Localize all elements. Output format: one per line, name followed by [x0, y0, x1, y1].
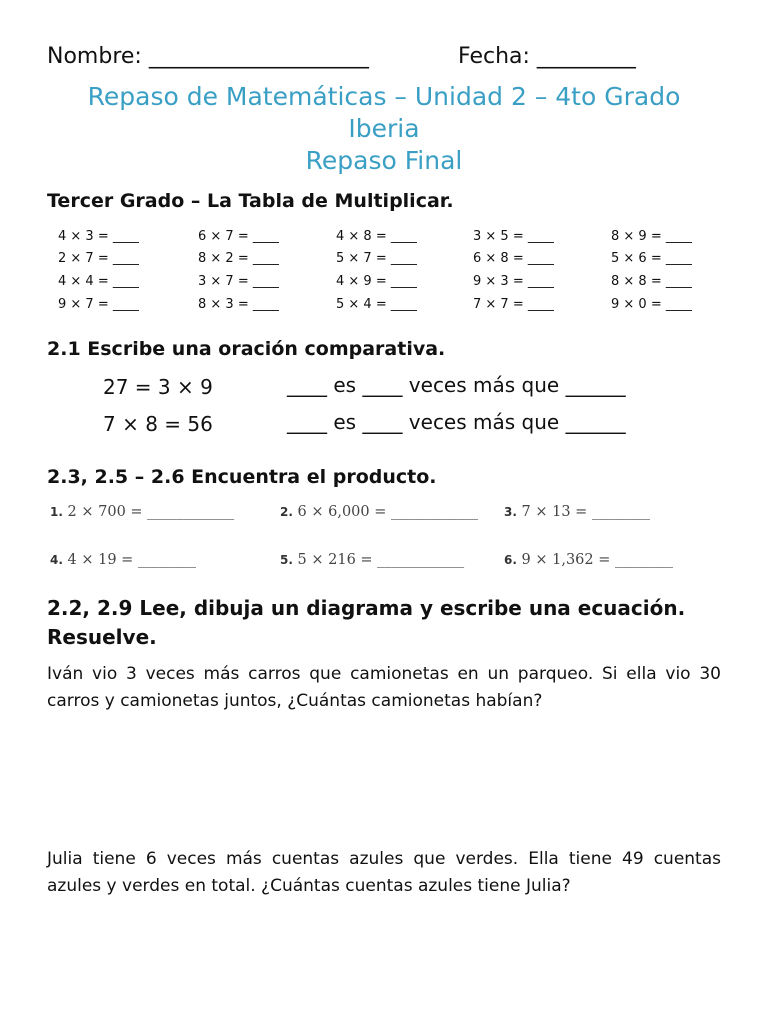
comparative-equation: 7 × 8 = 56: [103, 412, 213, 436]
product-expression: 7 × 13 = ________: [521, 504, 650, 520]
multiplication-fact: 9 × 0 = ____: [611, 297, 692, 312]
multiplication-fact: 6 × 7 = ____: [198, 229, 279, 244]
comparative-equation: 27 = 3 × 9: [103, 375, 213, 399]
multiplication-fact: 7 × 7 = ____: [473, 297, 554, 312]
multiplication-fact: 6 × 8 = ____: [473, 251, 554, 266]
multiplication-fact: 2 × 7 = ____: [58, 251, 139, 266]
product-item: [50, 552, 196, 568]
product-item: [504, 504, 650, 520]
product-number: 2.: [280, 505, 293, 519]
product-item: [280, 504, 478, 520]
word-problem-2: Julia tiene 6 veces más cuentas azules que verdes. Ella tiene 49 cuentas azules y verdes en total. ¿Cuántas cuentas azules tiene Julia?: [47, 849, 721, 896]
multiplication-fact: 5 × 7 = ____: [336, 251, 417, 266]
school-name: Iberia: [348, 114, 420, 143]
multiplication-fact: 8 × 2 = ____: [198, 251, 279, 266]
multiplication-fact: 4 × 9 = ____: [336, 274, 417, 289]
product-item: [50, 504, 234, 520]
page-subtitle: Repaso Final: [305, 146, 463, 175]
multiplication-fact: 5 × 4 = ____: [336, 297, 417, 312]
multiplication-fact: 4 × 3 = ____: [58, 229, 139, 244]
word-problems-heading: 2.2, 2.9 Lee, dibuja un diagrama y escribe una ecuación.: [47, 596, 686, 620]
comparative-sentence: ____ es ____ veces más que ______: [287, 410, 626, 434]
product-expression: 5 × 216 = ____________: [297, 552, 465, 568]
multiplication-heading: Tercer Grado – La Tabla de Multiplicar.: [47, 190, 454, 212]
product-expression: 4 × 19 = ________: [67, 552, 196, 568]
page-title: Repaso de Matemáticas – Unidad 2 – 4to Grado: [87, 82, 681, 111]
word-problems-heading-continued: Resuelve.: [47, 625, 157, 649]
multiplication-fact: 8 × 9 = ____: [611, 229, 692, 244]
multiplication-fact: 3 × 5 = ____: [473, 229, 554, 244]
multiplication-fact: 8 × 3 = ____: [198, 297, 279, 312]
product-heading: 2.3, 2.5 – 2.6 Encuentra el producto.: [47, 466, 437, 488]
product-number: 4.: [50, 553, 63, 567]
multiplication-fact: 9 × 3 = ____: [473, 274, 554, 289]
word-problem-1: Iván vio 3 veces más carros que camionetas en un parqueo. Si ella vio 30 carros y camionetas juntos, ¿Cuántas camionetas habían?: [47, 664, 721, 711]
multiplication-fact: 4 × 4 = ____: [58, 274, 139, 289]
product-number: 3.: [504, 505, 517, 519]
name-field-label: Nombre: ____________________: [47, 44, 369, 69]
date-field-label: Fecha: _________: [458, 44, 636, 69]
product-item: [504, 552, 673, 568]
multiplication-fact: 5 × 6 = ____: [611, 251, 692, 266]
product-number: 5.: [280, 553, 293, 567]
comparative-heading: 2.1 Escribe una oración comparativa.: [47, 338, 446, 360]
product-expression: 6 × 6,000 = ____________: [297, 504, 479, 520]
multiplication-fact: 8 × 8 = ____: [611, 274, 692, 289]
comparative-sentence: ____ es ____ veces más que ______: [287, 373, 626, 397]
multiplication-fact: 4 × 8 = ____: [336, 229, 417, 244]
product-number: 1.: [50, 505, 63, 519]
product-expression: 2 × 700 = ____________: [67, 504, 235, 520]
multiplication-fact: 3 × 7 = ____: [198, 274, 279, 289]
product-item: [280, 552, 464, 568]
product-number: 6.: [504, 553, 517, 567]
product-expression: 9 × 1,362 = ________: [521, 552, 674, 568]
multiplication-fact: 9 × 7 = ____: [58, 297, 139, 312]
